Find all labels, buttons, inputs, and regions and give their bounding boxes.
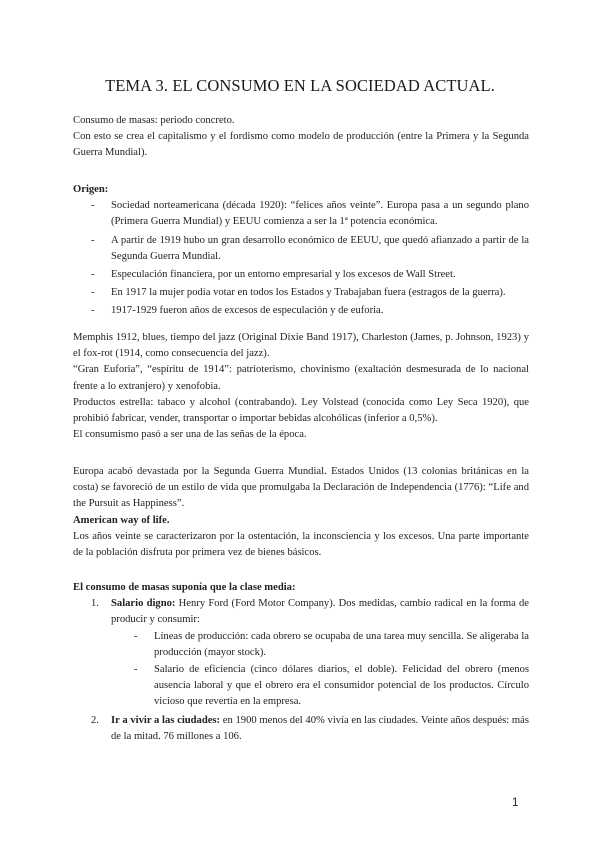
clase-media-list bbox=[91, 596, 529, 745]
list-item: - A partir de 1919 hubo un gran desarrollo económico de EEUU, que quedó afianzado a partir de la Segunda Guerra Mundial. bbox=[91, 234, 529, 262]
culture-section bbox=[73, 330, 529, 443]
intro-line-1: Consumo de masas: periodo concreto. bbox=[73, 115, 235, 126]
intro-line-2: Con esto se crea el capitalismo y el fordismo como modelo de producción (entre la Primera y la Segunda Guerra Mundial). bbox=[73, 131, 529, 159]
item-text: Henry Ford (Ford Motor Company). Dos medidas, cambio radical en la forma de producir y consumir: bbox=[111, 598, 529, 626]
numbered-item: 2. Ir a vivir a las ciudades: en 1900 menos del 40% vivía en las ciudades. Veinte años después: más de la mitad. 76 millones a 106. bbox=[91, 714, 529, 742]
american-way-heading: American way of life. bbox=[73, 514, 170, 526]
numbered-item: 1. Salario digno: Henry Ford (Ford Motor Company). Dos medidas, cambio radical en la forma de producir y consumir: - Líneas de producción: cada obrero se ocupaba de una tarea muy sencilla. Se aligeraba la producción (mayor stock). - Salario de eficiencia (cinco dólares diarios, el doble). Felicidad del obrero (menos ausencia laboral y que el obrero era el consumidor potencial de los productos. Círculo vicioso que revertía en la empresa. bbox=[91, 596, 529, 710]
sub-list bbox=[134, 629, 529, 711]
sub-list-item: - Líneas de producción: cada obrero se ocupaba de una tarea muy sencilla. Se aligeraba la producción (mayor stock). bbox=[134, 630, 529, 658]
item-label: Salario digno: bbox=[111, 598, 176, 610]
culture-paragraph: “Gran Euforia”, “espíritu de 1914”: patrioterismo, chovinismo (exaltación desmesurada de lo nacional frente a lo extranjero) y xenofobia. bbox=[73, 364, 529, 392]
culture-paragraph: Memphis 1912, blues, tiempo del jazz (Original Dixie Band 1917), Charleston (James, p. Johnson, 1923) y el fox-rot (1914, como consecuencia del jazz). bbox=[73, 332, 529, 360]
document-title: TEMA 3. EL CONSUMO EN LA SOCIEDAD ACTUAL. bbox=[105, 76, 495, 95]
list-item: - Sociedad norteamericana (década 1920): “felices años veinte”. Europa pasa a un segundo plano (Primera Guerra Mundial) y EEUU comienza a ser la 1ª potencia económica. bbox=[91, 200, 529, 228]
list-item: - 1917-1929 fueron años de excesos de especulación y de euforia. bbox=[91, 305, 384, 317]
list-item: - Especulación financiera, por un entorno empresarial y los excesos de Wall Street. bbox=[91, 269, 456, 281]
item-label: Ir a vivir a las ciudades: bbox=[111, 714, 221, 726]
clase-media-heading: El consumo de masas suponía que la clase media: bbox=[73, 582, 296, 593]
intro-section bbox=[73, 113, 529, 162]
origen-section bbox=[73, 182, 529, 322]
page-number: 1 bbox=[512, 797, 519, 809]
clase-media-section bbox=[73, 580, 529, 745]
list-item: - En 1917 la mujer podía votar en todos los Estados y Trabajaban fuera (estragos de la guerra). bbox=[91, 287, 506, 299]
culture-paragraph: Productos estrella: tabaco y alcohol (contrabando). Ley Volstead (conocida como Ley Seca 1920), que prohibió fabricar, vender, transportar o importar bebidas alcohólicas (inferior a 0,5%). bbox=[73, 396, 529, 425]
europa-paragraph: Los años veinte se caracterizaron por la ostentación, la inconsciencia y los excesos. Una parte importante de la población disfruta por primera vez de bienes básicos. bbox=[73, 530, 529, 559]
sub-list-item: - Salario de eficiencia (cinco dólares diarios, el doble). Felicidad del obrero (menos ausencia laboral y que el obrero era el consumidor potencial de los productos. Círculo vicioso que revertía en la empresa. bbox=[134, 664, 529, 708]
origen-list bbox=[91, 198, 529, 319]
culture-paragraph: El consumismo pasó a ser una de las señas de la época. bbox=[73, 429, 307, 441]
origen-heading: Origen: bbox=[73, 184, 109, 195]
item-text: en 1900 menos del 40% vivía en las ciudades. Veinte años después: más de la mitad. 76 millones a 106. bbox=[111, 714, 529, 742]
europa-section bbox=[73, 464, 529, 561]
europa-paragraph: Europa acabó devastada por la Segunda Guerra Mundial. Estados Unidos (13 colonias británicas en la costa) se favoreció de un estilo de vida que promulgaba la Declaración de Independencia (1776): “Life and the Pursuit as Happiness”. bbox=[73, 466, 529, 510]
